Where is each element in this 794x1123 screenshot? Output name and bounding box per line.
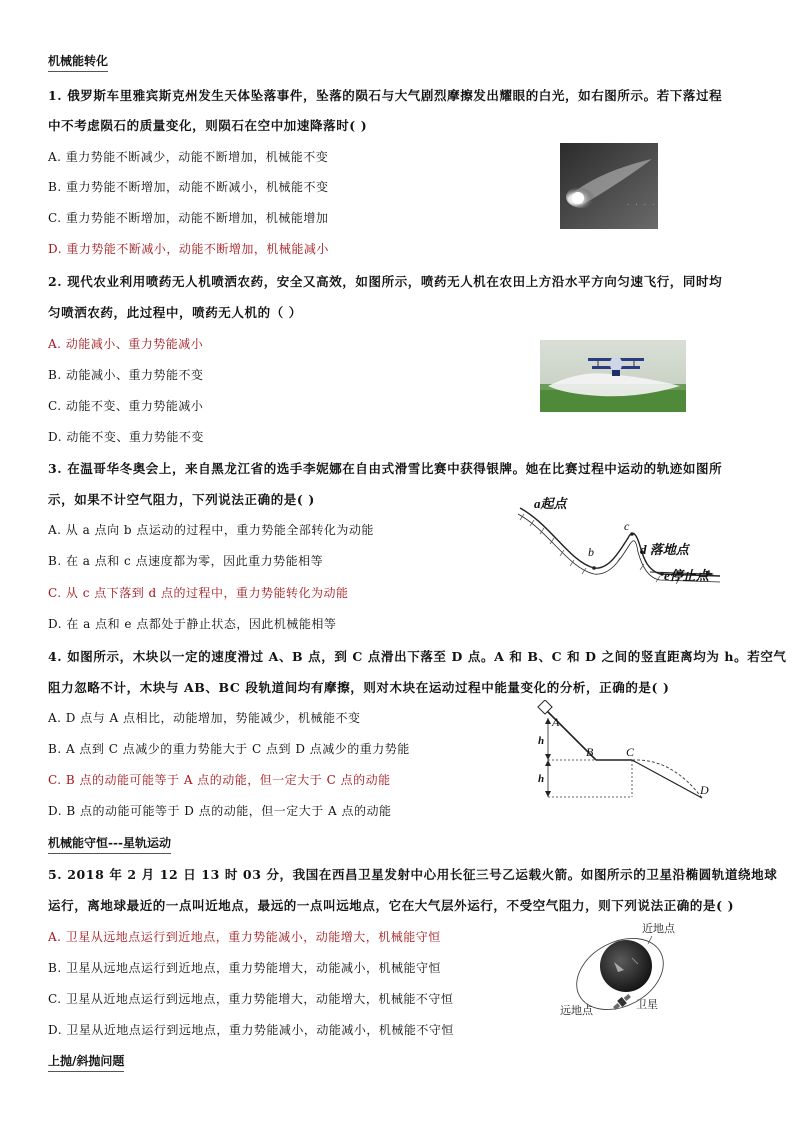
- question-1-line-1: 1. 俄罗斯车里雅宾斯克州发生天体坠落事件，坠落的陨石与大气剧烈摩擦发出耀眼的白光，如右图所示。若下落过程: [48, 88, 723, 103]
- label-c: c: [624, 519, 630, 533]
- label-B: B: [586, 745, 594, 759]
- question-3-option-b: B. 在 a 点和 c 点速度都为零，因此重力势能相等: [48, 554, 324, 568]
- question-4-line-1: 4. 如图所示，木块以一定的速度滑过 A、B 点，到 C 点滑出下落至 D 点。A 和 B、C 和 D 之间的竖直距离均为 h。若空气: [48, 649, 787, 664]
- question-2-option-b: B. 动能减小、重力势能不变: [48, 368, 204, 382]
- label-C: C: [626, 745, 635, 759]
- question-3-line-2: 示，如果不计空气阻力，下列说法正确的是( ): [48, 492, 315, 507]
- question-5-option-c: C. 卫星从近地点运行到远地点，重力势能增大，动能增大，机械能不守恒: [48, 992, 454, 1006]
- label-A: A: [552, 715, 560, 729]
- question-3-option-a: A. 从 a 点向 b 点运动的过程中，重力势能全部转化为动能: [48, 523, 374, 537]
- question-4-option-c-answer: C. B 点的动能可能等于 A 点的动能，但一定大于 C 点的动能: [48, 773, 391, 787]
- slope-track-figure: [532, 700, 716, 800]
- question-2-line-2: 匀喷洒农药，此过程中，喷药无人机的（ ）: [48, 305, 302, 320]
- question-3-option-c-answer: C. 从 c 点下落到 d 点的过程中，重力势能转化为动能: [48, 586, 349, 600]
- question-2-option-c: C. 动能不变、重力势能减小: [48, 399, 204, 413]
- section-heading-orbit: 机械能守恒---星轨运动: [48, 834, 171, 854]
- section-heading-energy-conversion: 机械能转化: [48, 52, 108, 72]
- question-5-line-1: 5. 2018 年 2 月 12 日 13 时 03 分，我国在西昌卫星发射中心用长征三号乙运载火箭。如图所示的卫星沿椭圆轨道绕地球: [48, 867, 778, 882]
- question-4-option-a: A. D 点与 A 点相比，动能增加，势能减少，机械能不变: [48, 711, 361, 725]
- question-1-option-b: B. 重力势能不断增加，动能不断减小，机械能不变: [48, 180, 329, 194]
- label-a-start: a起点: [534, 496, 567, 511]
- question-3-option-d: D. 在 a 点和 e 点都处于静止状态，因此机械能相等: [48, 617, 337, 631]
- svg-text:· · · ·: · · · ·: [626, 201, 656, 209]
- label-perigee: 近地点: [642, 922, 675, 935]
- ski-trajectory-figure: [510, 494, 738, 590]
- question-2-option-d: D. 动能不变、重力势能不变: [48, 430, 204, 444]
- label-D: D: [700, 783, 709, 797]
- spray-plane-image: [540, 340, 686, 412]
- question-3-line-1: 3. 在温哥华冬奥会上，来自黑龙江省的选手李妮娜在自由式滑雪比赛中获得银牌。她在比赛过程中运动的轨迹如图所: [48, 461, 723, 476]
- satellite-icon: [612, 993, 632, 1012]
- question-1-option-c: C. 重力势能不断增加，动能不断增加，机械能增加: [48, 211, 329, 225]
- label-apogee: 远地点: [560, 1004, 593, 1017]
- label-h-lower: h: [538, 773, 545, 785]
- label-satellite: 卫星: [636, 998, 658, 1011]
- label-b: b: [588, 545, 594, 559]
- question-4-option-d: D. B 点的动能可能等于 D 点的动能，但一定大于 A 点的动能: [48, 804, 392, 818]
- question-4-option-b: B. A 点到 C 点减少的重力势能大于 C 点到 D 点减少的重力势能: [48, 742, 410, 756]
- label-d-landing: d 落地点: [640, 542, 689, 557]
- question-5-line-2: 运行，离地球最近的一点叫近地点，最远的一点叫远地点，它在大气层外运行，不受空气阻力，则下列说法正确的是( ): [48, 898, 735, 913]
- question-5-option-d: D. 卫星从近地点运行到远地点，重力势能减小，动能减小，机械能不守恒: [48, 1023, 454, 1037]
- question-5-option-a-answer: A. 卫星从远地点运行到近地点，重力势能减小，动能增大，机械能守恒: [48, 930, 441, 944]
- question-2-line-1: 2. 现代农业利用喷药无人机喷洒农药，安全又高效，如图所示，喷药无人机在农田上方沿水平方向匀速飞行，同时均: [48, 274, 723, 289]
- question-5-option-b: B. 卫星从远地点运行到近地点，重力势能增大，动能减小，机械能守恒: [48, 961, 441, 975]
- question-1-option-d-answer: D. 重力势能不断减小，动能不断增加，机械能减小: [48, 242, 329, 256]
- question-1-line-2: 中不考虑陨石的质量变化，则陨石在空中加速降落时( ): [48, 118, 368, 133]
- label-e-stop: e停止点: [664, 568, 709, 583]
- question-4-line-2: 阻力忽略不计，木块与 AB、BC 段轨道间均有摩擦，则对木块在运动过程中能量变化的分析，正确的是( ): [48, 680, 670, 695]
- section-heading-projectile: 上抛/斜抛问题: [48, 1052, 124, 1072]
- question-2-option-a-answer: A. 动能减小、重力势能减小: [48, 337, 204, 351]
- question-1-option-a: A. 重力势能不断减少，动能不断增加，机械能不变: [48, 150, 329, 164]
- meteor-image: [560, 143, 658, 229]
- satellite-orbit-figure: [556, 918, 706, 1018]
- label-h-upper: h: [538, 735, 545, 747]
